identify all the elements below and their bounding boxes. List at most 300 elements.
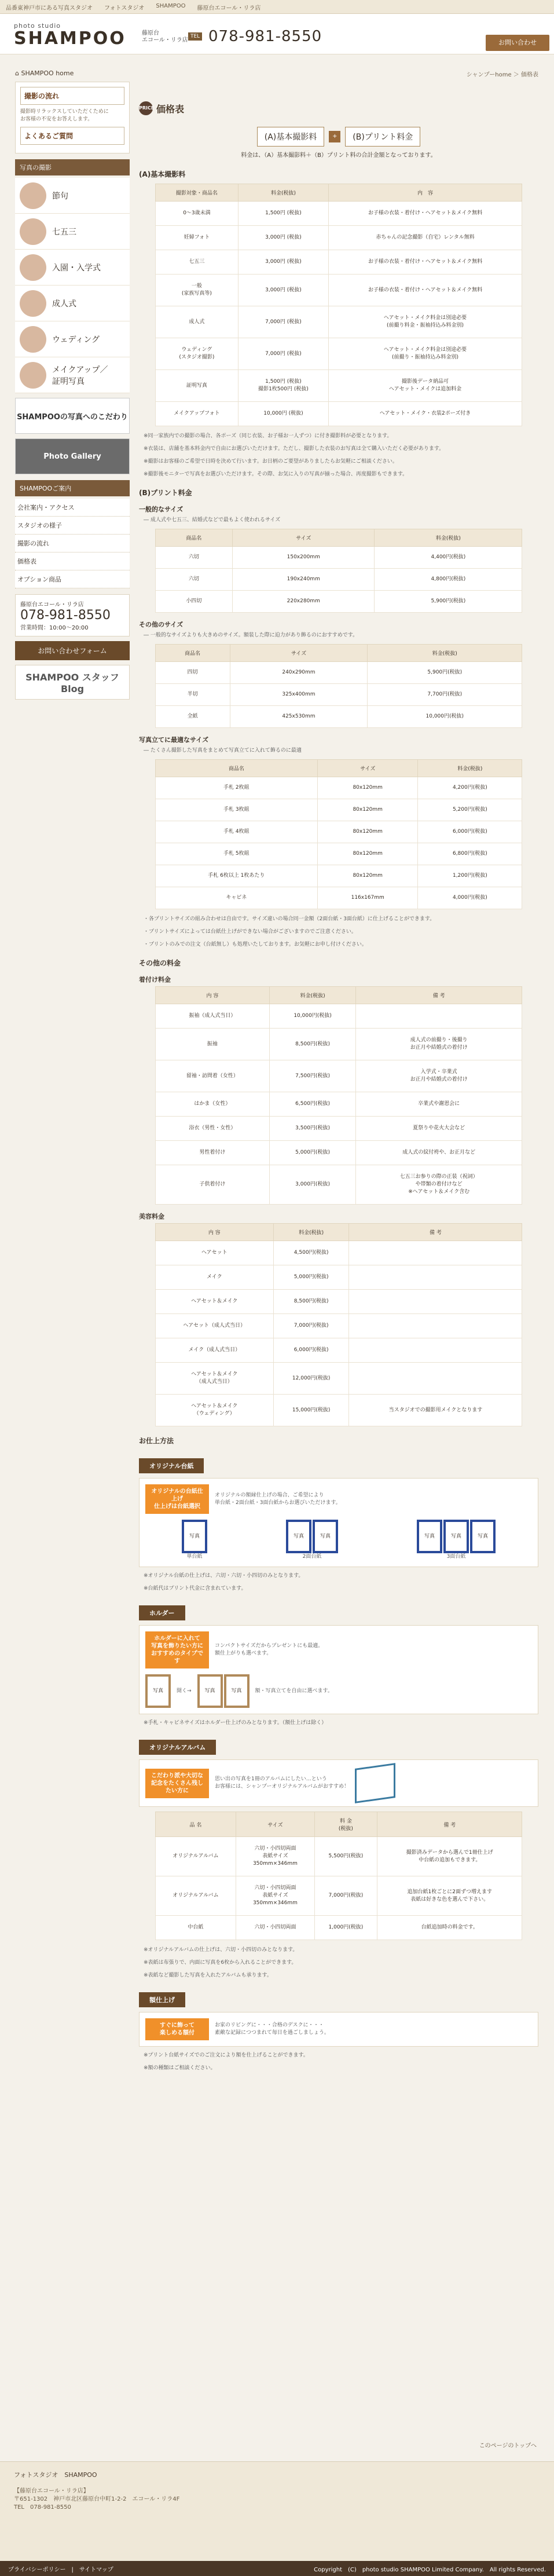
table-cell: 1,200円(税抜) [418, 865, 522, 887]
table-cell: 手札 3枚組 [155, 799, 317, 821]
table-cell: ヘアセット・メイク料金は別途必要 (前撮り料金・振袖持込み料金別) [328, 306, 522, 338]
print-table-3 [155, 759, 523, 909]
table-cell: 手札 4枚組 [155, 821, 317, 843]
table-row [155, 706, 522, 728]
col-header: 内 容 [155, 1224, 273, 1241]
table-cell: ヘアセット（成人式当日） [155, 1314, 273, 1338]
sidebar-item-nyuen[interactable] [15, 250, 130, 286]
table-row [155, 338, 522, 370]
album-book-icon [355, 1763, 395, 1803]
table-row [155, 799, 522, 821]
album-table [155, 1812, 523, 1940]
table-cell: 8,500円(税抜) [270, 1029, 356, 1060]
top-link[interactable]: SHAMPOO [156, 3, 186, 9]
table-cell: 全紙 [155, 706, 230, 728]
note: ※撮影後モニターで写真をお選びいただけます。その際、お気に入りの写真が揃った場合、再度撮影もできます。 [144, 471, 408, 477]
table-cell: 6,000円(税抜) [273, 1338, 349, 1363]
table-row [155, 1092, 522, 1117]
table-cell: 浴衣（男性・女性） [155, 1117, 270, 1141]
photo-thumb [20, 290, 46, 317]
header-branch: 藤原台 エコール・リラ店 [142, 30, 188, 43]
table-cell: 追加台紙1枚ごとに2面ずつ増えます 表紙は好きな色を選んで下さい。 [377, 1876, 522, 1916]
note: ※手札・キャビネサイズはホルダー仕上げのみとなります。（額仕上げは除く） [144, 1720, 327, 1726]
sidebar-link[interactable]: 価格表 [15, 552, 130, 570]
table-cell: メイク [155, 1265, 273, 1290]
table-cell: 1,500円 (税抜) [239, 202, 328, 226]
table-cell: 220x280mm [233, 591, 375, 613]
table-cell: 手札 6枚以上 1枚あたり [155, 865, 317, 887]
table-cell: 15,000円(税抜) [273, 1395, 349, 1426]
gallery-banner[interactable]: Photo Gallery [15, 438, 130, 474]
table-cell: 1,500円 (税抜) 撮影1枚500円 (税抜) [239, 370, 328, 402]
table-cell: 半切 [155, 684, 230, 706]
blog-banner[interactable]: SHAMPOO スタッフBlog [15, 665, 130, 700]
original-mount-box [139, 1478, 538, 1567]
table-cell: 台紙追加時の料金です。 [377, 1916, 522, 1940]
col-header: サイズ [230, 645, 367, 662]
site-logo[interactable] [14, 22, 126, 48]
orange-label: すぐに飾って 楽しめる額付 [145, 2018, 209, 2040]
home-link[interactable] [15, 69, 130, 77]
table-row [155, 1338, 522, 1363]
album-icon: 写真 [443, 1520, 469, 1553]
table-cell [349, 1265, 522, 1290]
table-cell: 成人式の前撮り・後撮り お正月や結婚式の着付け [355, 1029, 522, 1060]
holder-icon: 写真 [145, 1674, 171, 1708]
flow-box [15, 82, 130, 153]
table-cell: 5,000円(税抜) [270, 1141, 356, 1165]
table-cell: 80x120mm [318, 843, 418, 865]
frame-desc: お家のリビングに・・・合格のデスクに・・・ 素敵な記録につつまれて毎日を過ごしましょう。 [215, 2022, 329, 2036]
section-guide: SHAMPOOご案内 [15, 480, 130, 496]
table-cell: オリジナルアルバム [155, 1837, 236, 1876]
table-row [155, 1290, 522, 1314]
table-cell [349, 1363, 522, 1395]
table-row [155, 250, 522, 275]
group-note: ― たくさん撮影した写真をまとめて写真立てに入れて飾るのに最適 [144, 748, 302, 753]
album-notes [139, 1946, 538, 1979]
table-cell: 成人式 [155, 306, 239, 338]
col-header: 内 容 [328, 184, 522, 202]
table-cell [349, 1338, 522, 1363]
mount-label: 2面台紙 [302, 1554, 322, 1560]
mount-triple [417, 1520, 496, 1561]
table-cell: 7,500円(税抜) [270, 1060, 356, 1092]
col-header: 商品名 [155, 529, 232, 547]
table-cell: 5,900円(税抜) [375, 591, 522, 613]
group-title: 写真立てに最適なサイズ [139, 736, 209, 744]
table-cell: 3,000円 (税抜) [239, 250, 328, 275]
kitsuke-table [155, 986, 523, 1205]
section-b-title: (B)プリント料金 [139, 489, 192, 497]
table-cell: 3,000円 (税抜) [239, 275, 328, 306]
table-row [155, 821, 522, 843]
table-cell: 190x240mm [233, 569, 375, 591]
holder-icon: 写真 [197, 1674, 223, 1708]
sidebar-item-sekku[interactable] [15, 178, 130, 214]
home-icon: ⌂ [15, 69, 21, 77]
album-icon: 写真 [313, 1520, 338, 1553]
breadcrumb[interactable]: シャンプーhome ＞ 価格表 [466, 72, 538, 78]
section-a-title: (A)基本撮影料 [139, 170, 186, 178]
holder-icon: 写真 [224, 1674, 250, 1708]
album-box [139, 1759, 538, 1807]
table-cell: 4,500円(税抜) [273, 1241, 349, 1265]
table-cell: 5,000円(税抜) [273, 1265, 349, 1290]
table-row [155, 569, 522, 591]
tel-number: 078-981-8550 [20, 608, 111, 623]
table-cell: 10,000円(税抜) [368, 706, 522, 728]
table-cell: 子供着付け [155, 1165, 270, 1205]
page-top-link[interactable]: このページのトップへ [479, 2443, 537, 2449]
col-header: サイズ [236, 1812, 315, 1837]
price-formula [139, 127, 538, 147]
frame-box [139, 2012, 538, 2047]
contact-form-button[interactable]: お問い合わせフォーム [15, 641, 130, 660]
menu-label: 成人式 [52, 299, 76, 309]
table-cell: 撮影済みデータから選んで1冊仕上げ 中台紙の追加もできます。 [377, 1837, 522, 1876]
table-cell: 小四切 [155, 591, 232, 613]
col-header: 商品名 [155, 645, 230, 662]
photo-thumb [20, 254, 46, 281]
table-cell: 手札 5枚組 [155, 843, 317, 865]
orange-label: こだわり派や大切な 記念をたくさん残したい方に [145, 1769, 209, 1798]
table-cell: 六切・小四切両面 [236, 1916, 315, 1940]
table-cell: 卒業式や謝恩会に [355, 1092, 522, 1117]
copyright: Copyright (C) photo studio SHAMPOO Limited Company. All rights Reserved. [314, 2566, 546, 2573]
group-title: 一般的なサイズ [139, 506, 184, 513]
table-cell: 留袖・訪問着（女性） [155, 1060, 270, 1092]
table-cell: 240x290mm [230, 662, 367, 684]
table-cell: ヘアセット・メイク・衣装2ポーズ付き [328, 402, 522, 426]
group-note: ― 成人式や七五三、結婚式などで最もよく使われるサイズ [144, 517, 281, 523]
table-row [155, 1029, 522, 1060]
table-row [155, 1141, 522, 1165]
note: ※表紙など撮影した写真を入れたアルバムも承ります。 [144, 1973, 272, 1978]
formula-note: 料金は、（A）基本撮影料＋（B）プリント料の合計金額となっております。 [241, 152, 436, 159]
col-header: 内 容 [155, 987, 270, 1004]
notes-b [139, 915, 538, 949]
menu-label: 節句 [52, 191, 68, 201]
table-row [155, 402, 522, 426]
table-cell: 8,500円(税抜) [273, 1290, 349, 1314]
table-cell: 3,000円(税抜) [270, 1165, 356, 1205]
footer-brand: フォトスタジオ SHAMPOO [14, 2471, 97, 2479]
footer-address: 〒651-1302 神戸市北区藤原台中町1-2-2 エコール・リラ4F [14, 2496, 180, 2502]
logo-big: SHAMPOO [14, 28, 126, 49]
sidebar-item-seijin[interactable] [15, 286, 130, 321]
col-header: 品 名 [155, 1812, 236, 1837]
finish-tag: ホルダー [139, 1605, 185, 1620]
table-row [155, 1265, 522, 1290]
formula-a: (A)基本撮影料 [257, 127, 325, 147]
top-bar [0, 0, 554, 14]
table-row [155, 547, 522, 569]
table-cell: 7,000円(税抜) [314, 1876, 377, 1916]
col-header: 料金(税抜) [375, 529, 522, 547]
menu-label: 七五三 [52, 227, 76, 237]
top-link[interactable]: 藤原台エコール・リラ店 [197, 5, 261, 12]
table-cell: お子様の衣装・着付け・ヘアセット＆メイク無料 [328, 275, 522, 306]
note: ※撮影はお客様のご希望で日時を決めて行います。お日柄のご要望がありましたらお気軽にご相談ください。 [144, 459, 398, 464]
table-cell: 6,500円(税抜) [270, 1092, 356, 1117]
table-cell: メイクアップフォト [155, 402, 239, 426]
flow-note: 撮影時リラックスしていただくために お客様の不安をお答えします。 [20, 109, 109, 122]
top-link[interactable]: フォトスタジオ [104, 5, 145, 12]
sidebar-link[interactable]: オプション商品 [15, 570, 130, 588]
site-header [0, 14, 554, 54]
table-row [155, 1060, 522, 1092]
table-cell: 7,000円 (税抜) [239, 306, 328, 338]
table-cell: 3,000円 (税抜) [239, 226, 328, 250]
col-header: 料金(税抜) [239, 184, 328, 202]
frame-notes [139, 2051, 538, 2072]
footer-tel: TEL 078-981-8550 [14, 2504, 71, 2511]
table-cell: 4,000円(税抜) [418, 887, 522, 909]
table-cell: 七五三お参りの際の正装（祝詞） や帯類の着付けなど ※ヘアセット＆メイク含む [355, 1165, 522, 1205]
finish-tag: オリジナルアルバム [139, 1740, 216, 1755]
print-table-1 [155, 529, 523, 613]
mount-single [182, 1520, 207, 1561]
table-cell: 振袖（成人式当日） [155, 1004, 270, 1029]
contact-button[interactable]: お問い合わせ [486, 35, 549, 51]
table-cell: 0〜3歳未満 [155, 202, 239, 226]
holder-box [139, 1625, 538, 1714]
tel-title: 藤原台エコール・リラ店 [20, 602, 84, 608]
table-row [155, 1165, 522, 1205]
sidebar-item-shichigosan[interactable] [15, 214, 130, 250]
table-cell: 4,200円(税抜) [418, 777, 522, 799]
open-arrow: 開く→ [177, 1688, 192, 1694]
album-icon: 写真 [417, 1520, 442, 1553]
menu-label: ウェディング [52, 335, 100, 345]
table-cell: 振袖 [155, 1029, 270, 1060]
col-header: 料金(税抜) [418, 760, 522, 777]
table-cell: 116x167mm [318, 887, 418, 909]
table-cell: 5,900円(税抜) [368, 662, 522, 684]
footer-name: 【藤原台エコール・リラ店】 [14, 2488, 89, 2494]
note: ※表紙は布張りで、内面に写真を6枚から入れることができます。 [144, 1960, 297, 1966]
table-row [155, 1314, 522, 1338]
sub-title: 着付け料金 [139, 976, 171, 983]
table-row [155, 370, 522, 402]
table-cell: お子様の衣装・着付け・ヘアセット＆メイク無料 [328, 250, 522, 275]
col-header: 撮影対象・商品名 [155, 184, 239, 202]
table-cell: 1,000円(税抜) [314, 1916, 377, 1940]
table-cell: 80x120mm [318, 777, 418, 799]
note: ※台紙代はプリント代金に含まれています。 [144, 1586, 247, 1591]
album-desc: 思い出の写真を1冊のアルバムにしたい…という お客様には、シャンプーオリジナルアルバムがおすすめ！ [215, 1776, 350, 1790]
table-cell [349, 1290, 522, 1314]
table-cell: 7,000円 (税抜) [239, 338, 328, 370]
note: ・各プリントサイズの組み合わせは自由です。サイズ違いの場合同一金額（2面台紙・3面台紙）に仕上げることができます。 [144, 916, 435, 922]
table-row [155, 1916, 522, 1940]
main-content [139, 69, 538, 2077]
group-title: その他のサイズ [139, 621, 184, 628]
table-cell: 六切・小四切両面 表紙サイズ 350mm×346mm [236, 1837, 315, 1876]
table-cell: ヘアセット＆メイク （成人式当日） [155, 1363, 273, 1395]
footer-bar [0, 2561, 554, 2576]
table-cell: 当スタジオでの撮影用メイクとなります [349, 1395, 522, 1426]
col-header: 料金(税抜) [270, 987, 356, 1004]
sidebar-link[interactable]: スタジオの様子 [15, 517, 130, 535]
kodawari-banner[interactable]: SHAMPOOの写真へのこだわり [15, 398, 130, 434]
col-header: 備 考 [355, 987, 522, 1004]
table-row [155, 1837, 522, 1876]
table-cell: 6,000円(税抜) [418, 821, 522, 843]
table-cell: 撮影後データ納品可 ヘアセット・メイクは追加料金 [328, 370, 522, 402]
table-cell: 中台紙 [155, 1916, 236, 1940]
table-cell: 一般 (家族写真等) [155, 275, 239, 306]
section-c-title: その他の料金 [139, 959, 181, 967]
table-cell: ヘアセット＆メイク （ウェディング） [155, 1395, 273, 1426]
table-row [155, 1395, 522, 1426]
col-header: 備 考 [349, 1224, 522, 1241]
table-cell: ヘアセット＆メイク [155, 1290, 273, 1314]
table-cell: お子様の衣装・着付け・ヘアセット＆メイク無料 [328, 202, 522, 226]
table-cell: 10,000円 (税抜) [239, 402, 328, 426]
note: ※オリジナルアルバムの仕上げは、六切・小四切のみとなります。 [144, 1947, 298, 1953]
table-cell: ウェディング (スタジオ撮影) [155, 338, 239, 370]
photo-thumb [20, 326, 46, 353]
table-row [155, 1363, 522, 1395]
table-cell: 男性着付け [155, 1141, 270, 1165]
col-header: 料 金 (税抜) [314, 1812, 377, 1837]
photo-thumb [20, 218, 46, 245]
table-row [155, 843, 522, 865]
table-cell: 四切 [155, 662, 230, 684]
logo-small: photo studio [14, 22, 61, 30]
table-cell: 六切・小四切両面 表紙サイズ 350mm×346mm [236, 1876, 315, 1916]
orange-label: ホルダーに入れて 写真を飾りたい方に おすすめのタイプです [145, 1631, 209, 1668]
finish-tag: 額仕上げ [139, 1992, 185, 2007]
table-cell: オリジナルアルバム [155, 1876, 236, 1916]
orange-label: オリジナルの台紙仕上げ 仕上げは台紙選択 [145, 1484, 209, 1514]
menu-label: 入園・入学式 [52, 263, 101, 273]
site-footer [0, 2461, 554, 2576]
album-icon: 写真 [470, 1520, 496, 1553]
header-tel: 078-981-8550 [208, 28, 322, 45]
beauty-table [155, 1223, 523, 1426]
col-header: 料金(税抜) [368, 645, 522, 662]
table-cell: 5,200円(税抜) [418, 799, 522, 821]
table-row [155, 662, 522, 684]
section-shooting: 写真の撮影 [15, 159, 130, 175]
table-cell: 妊婦フォト [155, 226, 239, 250]
print-table-2 [155, 644, 523, 728]
sidebar-link[interactable]: 撮影の流れ [15, 535, 130, 552]
album-icon: 写真 [286, 1520, 311, 1553]
mount-desc: オリジナルの額縁仕上げの場合、ご希望により 単台紙・2面台紙・3面台紙からお選びいただけます。 [215, 1492, 341, 1506]
col-header: 商品名 [155, 760, 317, 777]
table-cell: 4,800円(税抜) [375, 569, 522, 591]
note: ※衣装は、店舗を基本料金内で自由にお選びいただけます。ただし、撮影した衣装のお写真は全て購入いただく必要があります。 [144, 446, 445, 452]
title-text: 価格表 [156, 103, 185, 115]
table-row [155, 865, 522, 887]
notes-a [139, 432, 538, 478]
table-cell: 七五三 [155, 250, 239, 275]
table-cell: 夏祭りや花火大会など [355, 1117, 522, 1141]
table-cell: 12,000円(税抜) [273, 1363, 349, 1395]
table-cell [349, 1241, 522, 1265]
table-cell: メイク（成人式当日） [155, 1338, 273, 1363]
col-header: 備 考 [377, 1812, 522, 1837]
table-cell: 6,800円(税抜) [418, 843, 522, 865]
section-d-title: お仕上方法 [139, 1437, 174, 1445]
menu-label: メイクアップ／ 証明写真 [52, 365, 108, 386]
sidebar-item-wedding[interactable] [15, 321, 130, 357]
table-cell: 入学式・卒業式 お正月や結婚式の着付け [355, 1060, 522, 1092]
sub-title: 美容料金 [139, 1213, 164, 1220]
mount-double [286, 1520, 338, 1561]
table-row [155, 226, 522, 250]
faq-button[interactable]: よくあるご質問 [20, 127, 124, 145]
flow-button[interactable]: 撮影の流れ [20, 87, 124, 105]
table-cell: 80x120mm [318, 799, 418, 821]
holder-desc-2: 額・写真立てを自由に選べます。 [255, 1688, 333, 1694]
formula-b: (B)プリント料金 [345, 127, 420, 147]
holder-desc: コンパクトサイズだからプレゼントにも最適。 額仕上がりも選べます。 [215, 1643, 324, 1656]
table-cell: 150x200mm [233, 547, 375, 569]
table-cell: 4,400円(税抜) [375, 547, 522, 569]
mount-label: 3面台紙 [446, 1554, 466, 1560]
sidebar-link[interactable]: 会社案内・アクセス [15, 499, 130, 517]
footer-links[interactable]: プライバシーポリシー | サイトマップ [8, 2566, 113, 2573]
table-cell: 425x530mm [230, 706, 367, 728]
price-icon: PRICE [139, 101, 153, 115]
table-cell: 7,000円(税抜) [273, 1314, 349, 1338]
table-row [155, 684, 522, 706]
basic-fee-table [155, 184, 523, 426]
mount-label: 単台紙 [186, 1554, 203, 1560]
table-row [155, 1117, 522, 1141]
sidebar [15, 69, 130, 700]
table-cell [355, 1004, 522, 1029]
table-cell: 80x120mm [318, 821, 418, 843]
table-row [155, 591, 522, 613]
table-row [155, 1876, 522, 1916]
table-cell: 325x400mm [230, 684, 367, 706]
table-row [155, 306, 522, 338]
table-cell: 赤ちゃんの記念撮影（自宅）レンタル無料 [328, 226, 522, 250]
table-cell: キャビネ [155, 887, 317, 909]
table-cell [349, 1314, 522, 1338]
table-row [155, 202, 522, 226]
album-icon: 写真 [182, 1520, 207, 1553]
table-cell: 3,500円(税抜) [270, 1117, 356, 1141]
table-row [155, 275, 522, 306]
note: ※同一家族内での撮影の場合、各ポーズ（同じ衣装、お子様お一人ずつ）に付き撮影料が必要となります。 [144, 433, 392, 439]
page-title [139, 101, 538, 115]
table-cell: 六切 [155, 569, 232, 591]
table-cell: 手札 2枚組 [155, 777, 317, 799]
finish-tag: オリジナル台紙 [139, 1458, 204, 1473]
table-row [155, 777, 522, 799]
tel-box [15, 594, 130, 636]
col-header: 料金(税抜) [273, 1224, 349, 1241]
home-label: SHAMPOO home [21, 69, 74, 77]
note: ※額の種類はご相談ください。 [144, 2065, 216, 2071]
table-row [155, 1004, 522, 1029]
tel-badge: TEL [188, 32, 202, 41]
table-cell: 成人式の紋付袴や、お正月など [355, 1141, 522, 1165]
table-cell: 80x120mm [318, 865, 418, 887]
top-tagline: 品番東神戸市にある写真スタジオ [6, 5, 93, 12]
sidebar-item-makeup[interactable] [15, 357, 130, 393]
table-cell: はかま（女性） [155, 1092, 270, 1117]
table-row [155, 887, 522, 909]
note: ・プリントサイズによっては台紙仕上げができない場合がございますのでご注意ください。 [144, 929, 357, 935]
